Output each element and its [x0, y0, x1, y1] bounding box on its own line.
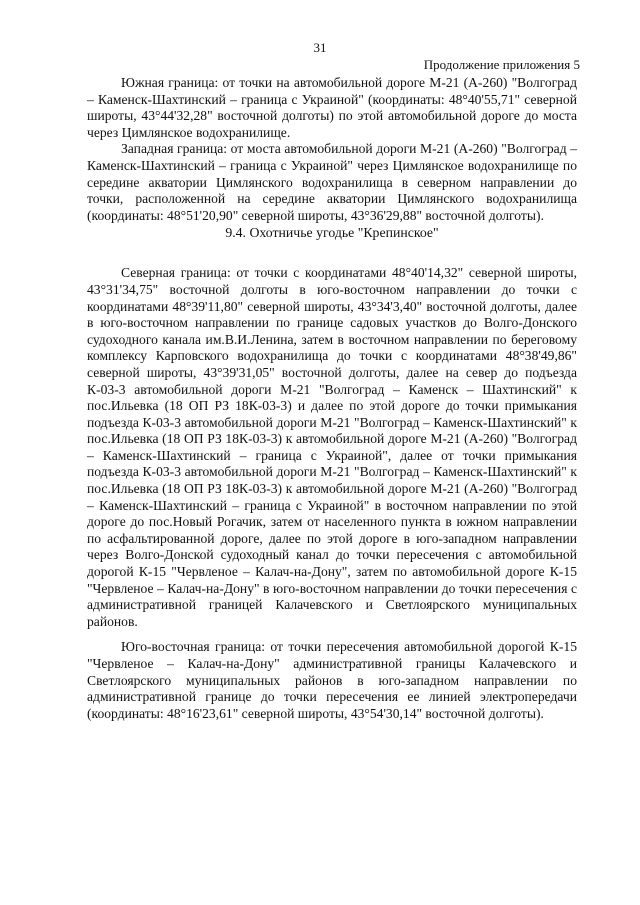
northern-border-paragraph: Северная граница: от точки с координатами 48°40'14,32" северной широты, 43°31'34,75" восточной долготы в юго-восточном направлении до точки с координатами 48°39'11,80" северной широты, 43°34'3,40" восточной долготы, далее в юго-восточном направлении по границе садовых участков до Волго-Донского судоходного канала им.В.И.Ленина, затем в восточном направлении по береговому комплексу Карповского водохранилища до точки с координатами 48°38'49,86" северной широты, 43°39'31,05" восточной долготы, далее на север до подъезда К-03-3 автомобильной дороги М-21 "Волгоград – Каменск – Шахтинский" к пос.Ильевка (18 ОП РЗ 18К-03-3) и далее по этой дороге до точки примыкания подъезда К-03-3 автомобильной дороги М-21 "Волгоград – Каменск-Шахтинский" к пос.Ильевка (18 ОП РЗ 18К-03-3) к автомобильной дороге М-21 (А-260) "Волгоград – Каменск-Шахтинский – граница с Украиной", далее от точки примыкания подъезда К-03-3 автомобильной дороги М-21 "Волгоград – Каменск-Шахтинский" к пос.Ильевка (18 ОП РЗ 18К-03-3) к автомобильной дороге М-21 (А-260) "Волгоград – Каменск-Шахтинский – граница с Украиной" в восточном направлении по этой дороге до пос.Новый Рогачик, затем от населенного пункта в южном направлении по асфальтированной дороге, далее по этой дороге в юго-западном направлении через Волго-Донской судоходный канал до точки пересечения с автомобильной дорогой К-15 "Червленое – Калач-на-Дону", затем по автомобильной дороге К-15 "Червленое – Калач-на-Дону" в юго-восточном направлении до точки пересечения с административной границей Калачевского и Светлоярского муниципальных районов. — [87, 265, 577, 629]
continuation-note: Продолжение приложения 5 — [423, 57, 580, 72]
document-body — [87, 75, 577, 722]
western-border-paragraph: Западная граница: от моста автомобильной дороги М-21 (А-260) "Волгоград – Каменск-Шахтинский – граница с Украиной" через Цимлянское водохранилище по середине акватории Цимлянского водохранилища в северном направлении до точки, расположенной на середине акватории Цимлянского водохранилища (координаты: 48°51'20,90" северной широты, 43°36'29,88" восточной долготы). — [87, 141, 577, 223]
southern-border-paragraph: Южная граница: от точки на автомобильной дороге М-21 (А-260) "Волгоград – Каменск-Шахтинский – граница с Украиной" (координаты: 48°40'55,71" северной широты, 43°44'32,28" восточной долготы) по этой автомобильной дороге до моста через Цимлянское водохранилище. — [87, 75, 577, 140]
paragraph-gap — [87, 630, 577, 639]
section-title: 9.4. Охотничье угодье "Крепинское" — [225, 225, 439, 241]
page-number: 31 — [313, 40, 327, 55]
southeastern-border-paragraph: Юго-восточная граница: от точки пересечения автомобильной дорогой К-15 "Червленое – Калач-на-Дону" административной границы Калачевского и Светлоярского муниципальных районов в юго-западном направлении по административной границе до точки пересечения ее линией электропередачи (координаты: 48°16'23,61" северной широты, 43°54'30,14" восточной долготы). — [87, 639, 577, 721]
